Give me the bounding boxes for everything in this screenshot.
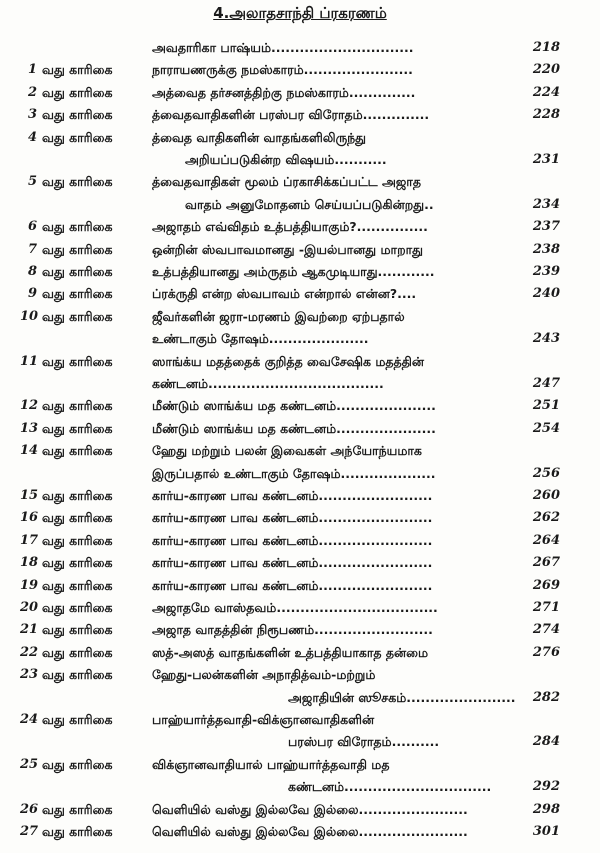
page-number: 218 [532,40,560,55]
entry-title: கண்டனம்............................... [288,779,492,795]
entry-title: த்வைதவாதிகளின் பரஸ்பர விரோதம்.............. [152,107,430,123]
entry-title: ஸத்-அஸத் வாதங்களின் உத்பத்தியாகாத தன்மை [152,644,429,660]
karika-number: 3 [28,107,38,123]
karika-number: 5 [28,174,38,190]
toc-entry [0,219,600,243]
karika-label: வது காரிகை [42,555,113,571]
karika-label: வது காரிகை [42,107,113,123]
page-number: 220 [532,62,560,78]
karika-number: 26 [20,801,39,817]
karika-label: வது காரிகை [42,488,113,503]
entry-title: அறியப்படுகின்ற விஷயம்........... [185,152,387,167]
entry-title: உத்பத்தியானது அம்ருதம் ஆகமுடியாது............ [152,264,435,279]
entry-title: பரஸ்பர விரோதம்.......... [288,734,440,750]
toc-entry [0,354,600,378]
karika-label: வது காரிகை [42,84,113,100]
entry-title: த்வைதவாதிகள் மூலம் ப்ரகாசிக்கப்பட்ட அஜாத [152,174,421,190]
page-number: 269 [532,577,560,593]
karika-label: வது காரிகை [42,712,113,727]
karika-number: 24 [20,712,39,727]
toc-entry [0,242,600,266]
karika-label: வது காரிகை [42,398,113,414]
entry-title: அஜாதமே வாஸ்தவம்.................................. [152,600,438,615]
toc-entry [0,712,600,736]
karika-label: வது காரிகை [42,756,113,772]
toc-entry [0,398,600,422]
entry-title: ஸாங்க்ய மதத்தைக் குறித்த வைசேஷிக மதத்தின் [152,353,425,369]
entry-title: வெளியில் வஸ்து இல்லவே இல்லை....................... [152,824,468,839]
toc-entry [0,443,600,467]
toc-entry [0,555,600,579]
karika-number: 7 [28,241,38,257]
toc-entry [0,331,600,355]
toc-entry [0,62,600,86]
entry-title: நாராயணருக்கு நமஸ்காரம்....................... [152,62,413,78]
karika-number: 14 [20,443,39,459]
entry-title: அஜாத வாதத்தின் நிரூபணம்......................... [152,622,433,638]
karika-label: வது காரிகை [42,308,113,324]
entry-title: பாஹ்யார்த்தவாதி-விக்ஞானவாதிகளின் [152,712,375,727]
toc-entry [0,690,600,714]
toc-entry [0,734,600,758]
page-number: 274 [532,622,560,638]
entry-title: அஜாதம் எவ்விதம் உத்பத்தியாகும்?............... [152,219,428,235]
page-number: 224 [532,84,560,100]
karika-number: 12 [20,398,39,414]
toc-entry [0,824,600,848]
karika-label: வது காரிகை [42,219,113,235]
entry-title: கண்டனம்..................................... [152,376,384,391]
page-number: 298 [532,801,560,817]
page-number: 237 [532,219,560,235]
karika-number: 11 [20,353,39,369]
entry-title: த்வைத வாதிகளின் வாதங்களிலிருந்து [152,129,367,145]
karika-number: 16 [20,510,39,526]
page-number: 284 [532,734,560,750]
page-number: 301 [532,824,560,839]
karika-number: 20 [20,600,39,615]
karika-number: 8 [28,264,38,279]
entry-title: கார்ய-காரண பாவ கண்டனம்........................ [152,577,433,593]
toc-entry [0,600,600,624]
karika-number: 1 [28,62,38,78]
toc-entry [0,510,600,534]
karika-number: 6 [28,219,38,235]
karika-label: வது காரிகை [42,667,113,683]
chapter-heading: 4.அலாதசாந்தி ப்ரகரணம் [213,4,387,22]
page-number: 276 [532,644,560,660]
karika-label: வது காரிகை [42,62,113,78]
karika-label: வது காரிகை [42,286,113,302]
toc-entry [0,107,600,131]
toc-entry [0,286,600,310]
karika-label: வது காரிகை [42,532,113,548]
toc-entry [0,802,600,826]
page-number: 264 [532,532,560,548]
karika-label: வது காரிகை [42,174,113,190]
entry-title: ஒன்றின் ஸ்வபாவமானது -இயல்பானது மாறாது [152,241,423,257]
page-number: 239 [532,264,560,279]
toc-entry [0,85,600,109]
page-number: 234 [532,196,560,212]
entry-title: வெளியில் வஸ்து இல்லவே இல்லை....................... [152,801,468,817]
karika-label: வது காரிகை [42,420,113,436]
entry-title: ஜீவர்களின் ஜரா-மரணம் இவற்றை ஏற்பதால் [152,308,405,324]
karika-number: 21 [20,622,39,638]
entry-title: கார்ய-காரண பாவ கண்டனம்........................ [152,555,433,571]
page-number: 231 [532,152,560,167]
karika-label: வது காரிகை [42,644,113,660]
karika-number: 13 [20,420,39,436]
karika-label: வது காரிகை [42,129,113,145]
karika-number: 27 [20,824,39,839]
karika-label: வது காரிகை [42,443,113,459]
page-number: 282 [532,689,560,705]
toc-entry [0,40,600,64]
page-number: 243 [532,331,560,347]
entry-title: ப்ரக்ருதி என்ற ஸ்வபாவம் என்றால் என்ன?.... [152,286,417,302]
toc-entry [0,667,600,691]
toc-entry [0,488,600,512]
page-number: 292 [532,779,560,795]
toc-entry [0,309,600,333]
toc-entry [0,174,600,198]
page-number: 240 [532,286,560,302]
toc-entry [0,152,600,176]
page-number: 228 [532,107,560,123]
entry-title: மீண்டும் ஸாங்க்ய மத கண்டனம்..................... [152,420,436,436]
entry-title: வாதம் அனுமோதனம் செய்யப்படுகின்றது.. [185,196,434,212]
page-number: 254 [532,420,560,436]
karika-label: வது காரிகை [42,264,113,279]
toc-entry [0,130,600,154]
page-number: 262 [532,510,560,526]
karika-number: 25 [20,756,39,772]
karika-number: 10 [20,308,39,324]
karika-label: வது காரிகை [42,622,113,638]
karika-label: வது காரிகை [42,241,113,257]
entry-title: அவதாரிகா பாஷ்யம்.............................. [152,40,414,55]
toc-entry [0,757,600,781]
entry-title: இருப்பதால் உண்டாகும் தோஷம்.................... [152,465,436,481]
toc-entry [0,533,600,557]
toc-entry [0,197,600,221]
karika-label: வது காரிகை [42,577,113,593]
karika-number: 9 [28,286,38,302]
toc-entry [0,376,600,400]
entry-title: கார்ய-காரண பாவ கண்டனம்........................ [152,510,433,526]
page-number: 247 [532,376,560,391]
karika-number: 23 [20,667,39,683]
page-number: 260 [532,488,560,503]
entry-title: அஜாதியின் ஸூசகம்....................... [288,689,516,705]
entry-title: உண்டாகும் தோஷம்..................... [152,331,369,347]
toc-entry [0,645,600,669]
page-number: 256 [532,465,560,481]
toc-entry [0,421,600,445]
entry-title: கார்ய-காரண பாவ கண்டனம்........................ [152,532,433,548]
page-number: 267 [532,555,560,571]
karika-number: 19 [20,577,39,593]
page-number: 271 [532,600,560,615]
entry-title: ஹேது மற்றும் பலன் இவைகள் அந்யோந்யமாக [152,443,422,459]
karika-number: 22 [20,644,39,660]
toc-entry [0,578,600,602]
karika-number: 18 [20,555,39,571]
entry-title: அத்வைத தர்சனத்திற்கு நமஸ்காரம்.............. [152,84,416,100]
toc-entry [0,264,600,288]
karika-number: 2 [28,84,38,100]
page-number: 238 [532,241,560,257]
karika-number: 15 [20,488,39,503]
karika-label: வது காரிகை [42,824,113,839]
karika-number: 17 [20,532,39,548]
toc-entry [0,466,600,490]
karika-label: வது காரிகை [42,600,113,615]
toc-entry [0,622,600,646]
entry-title: ஹேது-பலன்களின் அநாதித்வம்-மற்றும் [152,667,376,683]
page-number: 251 [532,398,560,414]
karika-label: வது காரிகை [42,510,113,526]
karika-number: 4 [28,129,38,145]
entry-title: கார்ய-காரண பாவ கண்டனம்........................ [152,488,433,503]
toc-entry [0,779,600,803]
karika-label: வது காரிகை [42,801,113,817]
entry-title: விக்ஞானவாதியால் பாஹ்யார்த்தவாதி மத [152,756,390,772]
karika-label: வது காரிகை [42,353,113,369]
entry-title: மீண்டும் ஸாங்க்ய மத கண்டனம்..................... [152,398,436,414]
